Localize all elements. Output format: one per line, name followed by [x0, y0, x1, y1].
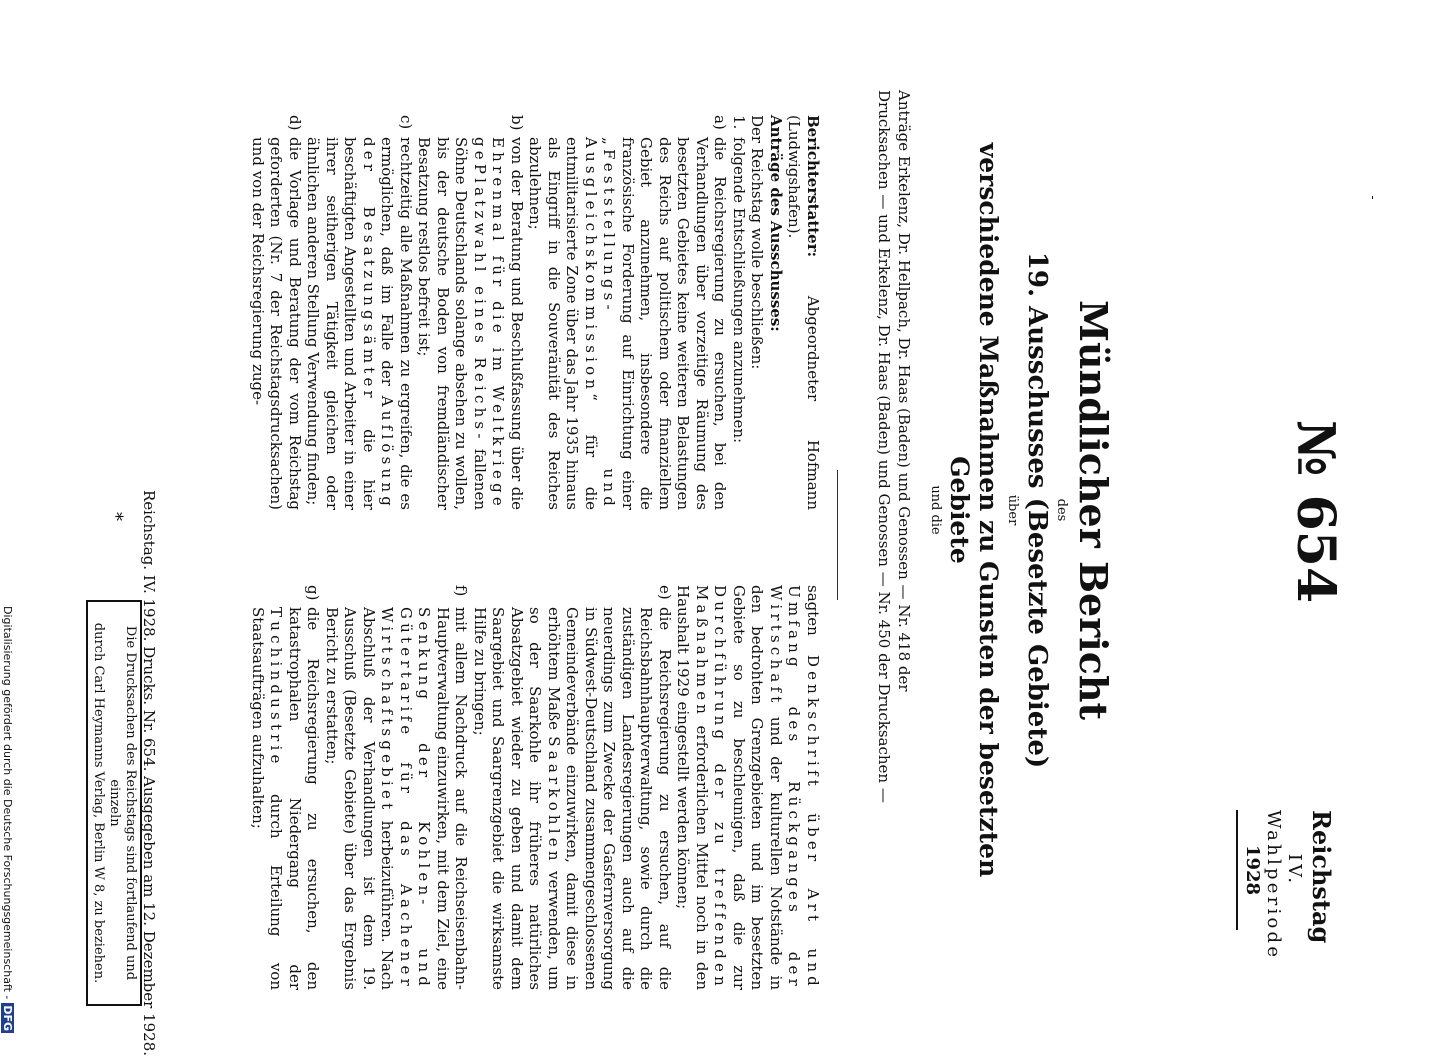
masthead — [1236, 810, 1336, 961]
item-a-part-1: die Reichsregierung zu ersuchen, bei den Verhandlungen über vorzeitige Räumung des besetzten Gebietes keine weiteren Belastungen des Reichs auf politischem oder finanziellem Gebiet anzunehmen, insbesondere die französische Forderung auf Einrichtung einer — [619, 137, 730, 510]
footer-notice-box — [86, 600, 142, 1006]
document-number: № 654 — [1285, 420, 1346, 604]
item-g-part-1: die Reichsregierung zu ersuchen, den katastrophalen Niedergang der — [286, 607, 323, 990]
item-1-label: 1. — [730, 115, 748, 130]
item-c-part-2: die hier beschäftigten Angestellten und Arbeiter in einer ihrer seitherigen Tätigkeit gleichen oder ähnlichen anderen Stellung Verwendung finden; — [304, 137, 378, 510]
item-c-text — [304, 137, 415, 510]
digitization-credit — [1, 606, 14, 1033]
footer-imprint: Reichstag. IV. 1928. Drucks. Nr. 654. Ausgegeben am 12. Dezember 1928. — [140, 490, 158, 1056]
scan-edge-mark — [1372, 196, 1373, 199]
masthead-rule — [1236, 810, 1238, 930]
dfg-logo: DFG — [1, 1005, 14, 1032]
credit-text: Digitalisierung gefördert durch die Deutsche Forschungsgemeinschaft - — [1, 606, 14, 1000]
item-d-continuation — [674, 585, 822, 990]
title-committee: 19. Ausschusses (Besetzte Gebiete) — [1022, 251, 1052, 769]
cont-part-3: erforderlichen Mittel noch in den Haushalt 1929 eingestellt werden können; — [674, 585, 711, 990]
item-f-part-2: herbeizuführen. Nach Abschluß der Verhandlungen ist dem 19. Ausschuß (Besetzte Gebiete) über das Ergebnis Bericht zu erstatten; — [323, 607, 397, 990]
item-b-part-2: fallenen Söhne Deutschlands solange absehen zu wollen, bis der deutsche Boden von fremdländischer Besatzung restlos befreit ist; — [415, 137, 489, 510]
item-c-part-1: rechtzeitig alle Maßnahmen zu ergreifen, die es ermöglichen, daß im Falle der — [378, 137, 415, 510]
cont-part-1: sagten — [804, 585, 822, 636]
item-1-text: folgende Entschließungen anzunehmen: — [730, 137, 748, 444]
item-a-part-2: für die entmilitarisierte Zone über das Jahr 1935 hinaus als Eingriff in die Souveränität des Reiches abzulehnen; — [526, 137, 600, 510]
footer-star: * — [105, 512, 126, 521]
item-b-spaced: Ehrenmal für die im Weltkriege gePlatzwahl eines Reichs- — [471, 137, 508, 510]
item-g-spaced: Tuchindustrie — [267, 607, 286, 768]
motions-line-2: Drucksachen — und Erkelenz, Dr. Haas (Baden) und Genossen — Nr. 450 der Drucksachen — — [875, 90, 893, 803]
title-und-die: und die — [928, 485, 943, 535]
cont-spaced-2: Durchführung der zu treffenden Maßnahmen — [693, 585, 730, 990]
item-f-spaced: Senkung der Kohlen- und Gütertarife für das Aachener Wirtschaftsgebiet — [378, 607, 434, 990]
item-b-label: b) — [508, 115, 526, 131]
title-main: Mündlicher Bericht — [1071, 299, 1116, 721]
item-a — [526, 115, 730, 510]
item-e-part-2: verwenden, um so der Saarkohle ihr früheres natürliches Absatzgebiet wieder zu geben und damit dem Saargebiet und Saargrenzgebiet die wirksamste Hilfe zu bringen; — [471, 607, 563, 990]
item-f-part-1: mit allem Nachdruck auf die Reichseisenbahn-Hauptverwaltung einzuwirken, mit dem Ziel, eine — [434, 607, 471, 990]
footer-notice-line-2: durch Carl Heymanns Verlag, Berlin W 8, zu beziehen. — [91, 622, 106, 984]
item-c-spaced: Auflösung der Besatzungsämter — [360, 137, 397, 510]
title-ueber: über — [1005, 494, 1020, 526]
item-a-text — [526, 137, 730, 510]
title-subject: verschiedene Maßnahmen zu Gunsten der besetzten Gebiete — [945, 142, 1003, 878]
motions-reference — [874, 90, 914, 930]
item-e-part-1: die Reichsregierung zu ersuchen, auf die Reichsbahnhauptverwaltung, sowie durch die zuständigen Landesregierungen auch auf die neuerdings zum Zwecke der Gasfernversorgung in Südwest-Deutschland zusammengeschlossenen Gemeindeverbände einzuwirken, damit diese in erhöhtem Maße — [545, 607, 674, 990]
intro-text: Der Reichstag wolle beschließen: — [748, 115, 767, 370]
item-e-spaced: Saarkohlen — [545, 736, 563, 865]
item-c — [304, 115, 415, 510]
item-a-spaced: „Feststellungs- und Ausgleichskommission“ — [582, 137, 619, 510]
reporter-label: Berichterstatter: — [804, 115, 822, 258]
item-e — [471, 585, 675, 990]
reporter-paragraph — [785, 115, 822, 510]
item-c-label: c) — [397, 115, 415, 130]
item-g-text — [249, 607, 323, 990]
footer-notice-line-1: Die Drucksachen des Reichstags sind fortlaufend und einzeln — [107, 625, 138, 981]
item-g — [249, 585, 323, 990]
masthead-name: Reichstag — [1307, 810, 1336, 944]
title-des: des — [1054, 498, 1069, 522]
item-1 — [730, 115, 749, 510]
item-f-text — [323, 607, 471, 990]
item-f-label: f) — [452, 585, 471, 597]
item-d-label: d) — [286, 115, 304, 131]
item-d-text: die Vorlage und Beratung der vom Reichstag geforderten (Nr. 7 der Reichstagsdrucksachen) und von der Reichsregierung zuge- — [249, 137, 304, 510]
masthead-period: IV. Wahlperiode — [1263, 810, 1305, 961]
item-f — [323, 585, 471, 990]
motions-line-1: Anträge Erkelenz, Dr. Hellpach, Dr. Haas (Baden) und Genossen — Nr. 418 der — [895, 90, 913, 692]
cont-part-2: und der kulturellen Notstände in den bedrohten Grenzgebieten und im besetzten Gebiete so zu beschleunigen, daß die zur — [730, 585, 785, 990]
cont-spaced-1: Denkschrift über Art und Umfang des Rückganges der Wirtschaft — [767, 585, 822, 990]
title-divider — [837, 470, 838, 600]
reporter-text: Abgeordneter Hofmann (Ludwigshafen). — [785, 115, 822, 510]
left-column — [249, 115, 823, 510]
item-b-text — [415, 137, 526, 510]
item-g-part-2: durch Erteilung von Staatsaufträgen aufzuhalten; — [249, 607, 286, 990]
masthead-year: 1928 — [1242, 844, 1263, 896]
item-d — [249, 115, 305, 510]
motions-heading: Anträge des Ausschusses: — [767, 115, 785, 332]
item-e-label: e) — [656, 585, 674, 600]
item-g-label: g) — [304, 585, 323, 601]
right-column — [249, 585, 823, 990]
item-a-label: a) — [711, 115, 730, 130]
item-b — [415, 115, 526, 510]
item-e-text — [471, 607, 675, 990]
title-block — [926, 90, 1116, 930]
item-b-part-1: von der Beratung und Beschlußfassung über die — [508, 137, 526, 510]
